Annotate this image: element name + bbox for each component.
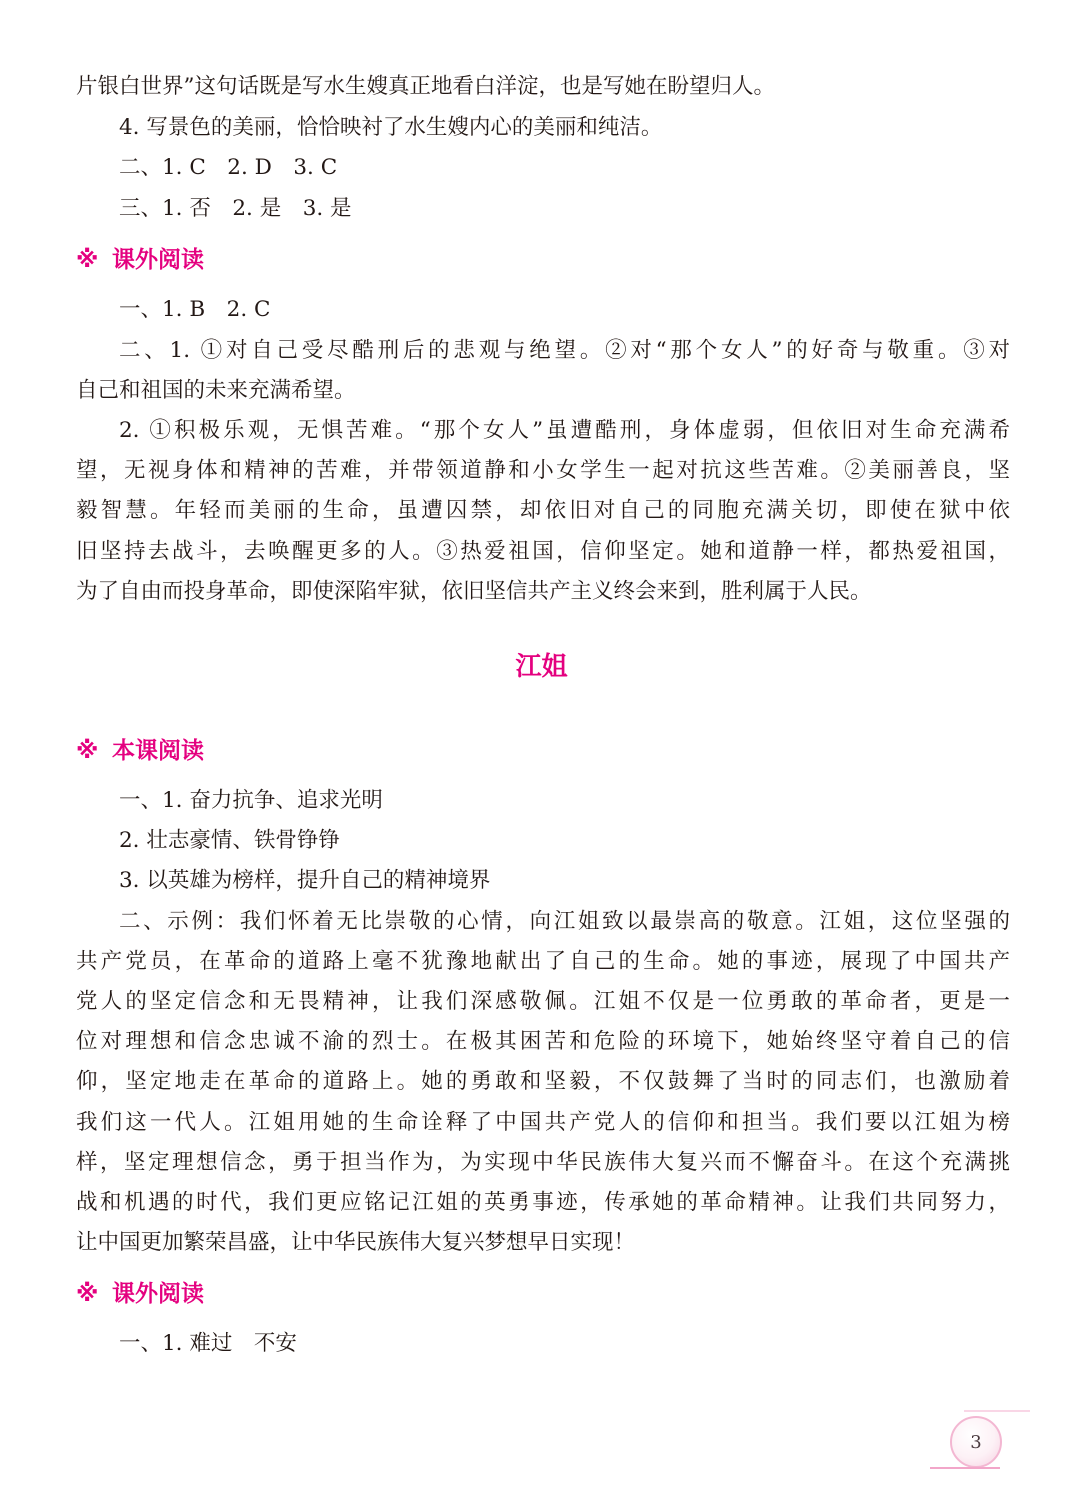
answer-line: 样，坚定理想信念，勇于担当作为，为实现中华民族伟大复兴而不懈奋斗。在这个充满挑 [76, 1150, 1010, 1175]
answer-line: 一、1. B 2. C [119, 297, 271, 322]
answer-line: 自己和祖国的未来充满希望。 [76, 378, 356, 403]
answer-line: 2. ①积极乐观，无惧苦难。“那个女人”虽遭酷刑，身体虚弱，但依旧对生命充满希 [119, 418, 1010, 443]
decorative-line [930, 1467, 1000, 1469]
answer-line: 一、1. 奋力抗争、追求光明 [119, 788, 383, 813]
answer-line: 一、1. 难过 不安 [119, 1331, 297, 1356]
answer-line: 共产党员，在革命的道路上毫不犹豫地献出了自己的生命。她的事迹，展现了中国共产 [76, 949, 1010, 974]
answer-line: 二、1. C 2. D 3. C [119, 155, 338, 180]
answer-line: 为了自由而投身革命，即使深陷牢狱，依旧坚信共产主义终会来到，胜利属于人民。 [76, 579, 872, 604]
section-heading-label: 课外阅读 [112, 247, 204, 273]
section-heading-label: 课外阅读 [112, 1281, 204, 1307]
lesson-title: 江姐 [515, 652, 568, 682]
answer-line: 位对理想和信念忠诚不渝的烈士。在极其困苦和危险的环境下，她始终坚守着自己的信 [76, 1029, 1010, 1054]
decorative-line [964, 1410, 1030, 1412]
answer-line: 毅智慧。年轻而美丽的生命，虽遭囚禁，却依旧对自己的同胞充满关切，即使在狱中依 [76, 498, 1010, 523]
answer-line: 2. 壮志豪情、铁骨铮铮 [119, 828, 340, 853]
answer-line: 我们这一代人。江姐用她的生命诠释了中国共产党人的信仰和担当。我们要以江姐为榜 [76, 1110, 1010, 1135]
answer-line: 3. 以英雄为榜样，提升自己的精神境界 [119, 868, 491, 893]
answer-line: 旧坚持去战斗，去唤醒更多的人。③热爱祖国，信仰坚定。她和道静一样，都热爱祖国， [76, 539, 1010, 564]
answer-line: 党人的坚定信念和无畏精神，让我们深感敬佩。江姐不仅是一位勇敢的革命者，更是一 [76, 989, 1010, 1014]
section-heading-extracurricular-reading [76, 249, 204, 272]
answer-line: 战和机遇的时代，我们更应铭记江姐的英勇事迹，传承她的革命精神。让我们共同努力， [76, 1190, 1010, 1215]
reference-mark-icon: ※ [76, 738, 99, 764]
answer-line: 三、1. 否 2. 是 3. 是 [119, 196, 352, 221]
answer-line: 二、示例：我们怀着无比崇敬的心情，向江姐致以最崇高的敬意。江姐，这位坚强的 [119, 909, 1010, 934]
section-heading-extracurricular-reading [76, 1283, 204, 1306]
section-heading-label: 本课阅读 [112, 738, 204, 764]
answer-line: 让中国更加繁荣昌盛，让中华民族伟大复兴梦想早日实现！ [76, 1230, 636, 1255]
reference-mark-icon: ※ [76, 1281, 99, 1307]
page-number: 3 [950, 1416, 1002, 1468]
section-heading-in-class-reading [76, 740, 204, 763]
reference-mark-icon: ※ [76, 247, 99, 273]
paragraph-line: 片银白世界”这句话既是写水生嫂真正地看白洋淀，也是写她在盼望归人。 [76, 74, 775, 99]
answer-line: 仰，坚定地走在革命的道路上。她的勇敢和坚毅，不仅鼓舞了当时的同志们，也激励着 [76, 1069, 1010, 1094]
answer-line: 二、1. ①对自己受尽酷刑后的悲观与绝望。②对“那个女人”的好奇与敬重。③对 [119, 338, 1010, 363]
answer-line: 4. 写景色的美丽，恰恰映衬了水生嫂内心的美丽和纯洁。 [119, 115, 663, 140]
answer-line: 望，无视身体和精神的苦难，并带领道静和小女学生一起对抗这些苦难。②美丽善良，坚 [76, 458, 1010, 483]
page-number-badge [930, 1410, 1030, 1470]
